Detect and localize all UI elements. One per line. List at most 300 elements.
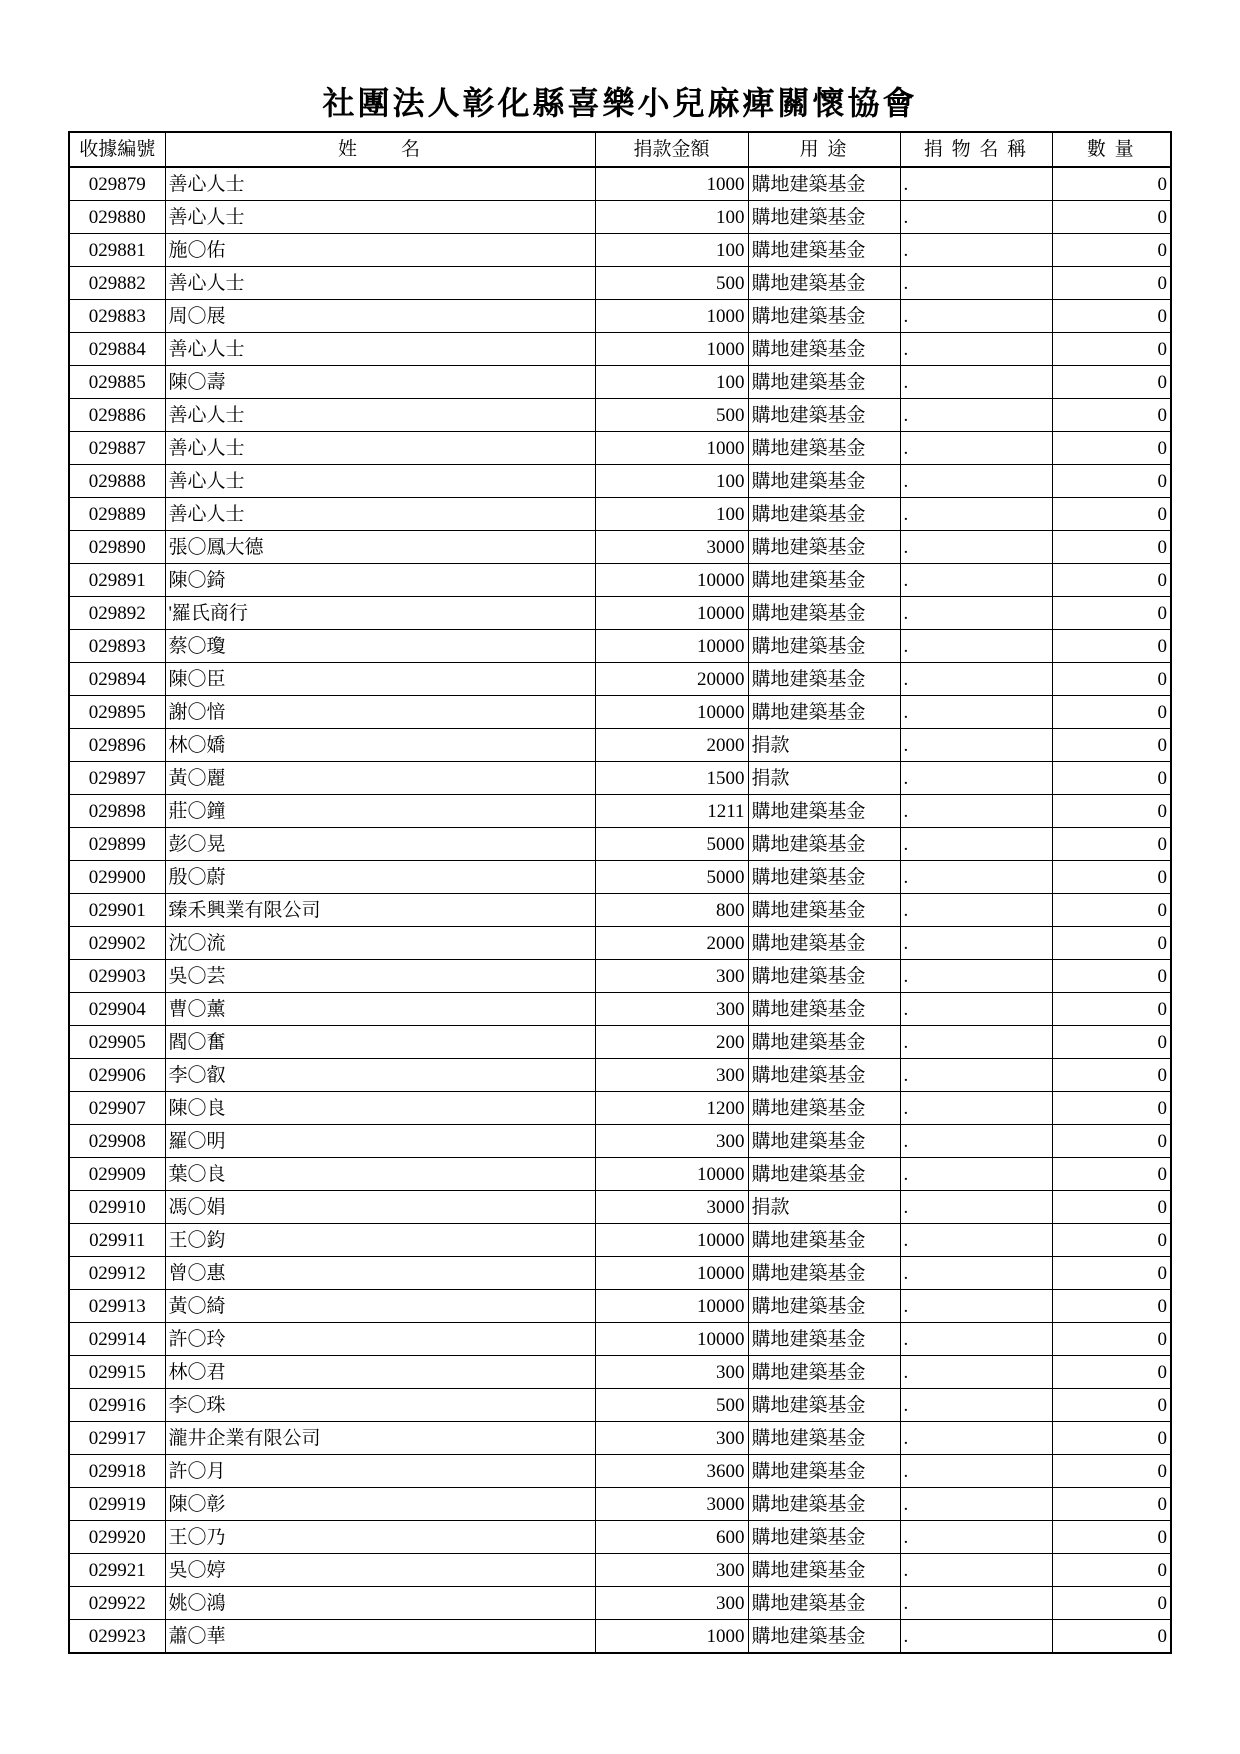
- table-row: [69, 1191, 1171, 1224]
- quantity-cell: 0: [1052, 201, 1171, 234]
- receipt-no-cell: 029885: [69, 366, 165, 399]
- quantity-cell: 0: [1052, 828, 1171, 861]
- item-name-cell: .: [900, 696, 1052, 729]
- quantity-cell: 0: [1052, 597, 1171, 630]
- table-row: [69, 1389, 1171, 1422]
- purpose-cell: 購地建築基金: [748, 1323, 900, 1356]
- table-row: [69, 167, 1171, 201]
- purpose-cell: 購地建築基金: [748, 1158, 900, 1191]
- receipt-no-cell: 029884: [69, 333, 165, 366]
- table-row: [69, 531, 1171, 564]
- donation-table: [68, 131, 1172, 1654]
- amount-cell: 2000: [595, 927, 748, 960]
- receipt-no-cell: 029883: [69, 300, 165, 333]
- quantity-cell: 0: [1052, 1323, 1171, 1356]
- table-row: [69, 828, 1171, 861]
- quantity-cell: 0: [1052, 1488, 1171, 1521]
- receipt-no-cell: 029896: [69, 729, 165, 762]
- item-name-cell: .: [900, 1257, 1052, 1290]
- receipt-no-cell: 029895: [69, 696, 165, 729]
- donor-name-cell: 許〇月: [165, 1455, 595, 1488]
- purpose-cell: 購地建築基金: [748, 1092, 900, 1125]
- table-row: [69, 960, 1171, 993]
- header-name: 姓 名: [165, 132, 595, 167]
- item-name-cell: .: [900, 1356, 1052, 1389]
- table-row: [69, 1422, 1171, 1455]
- table-row: [69, 1026, 1171, 1059]
- quantity-cell: 0: [1052, 729, 1171, 762]
- quantity-cell: 0: [1052, 234, 1171, 267]
- receipt-no-cell: 029898: [69, 795, 165, 828]
- purpose-cell: 購地建築基金: [748, 1587, 900, 1620]
- item-name-cell: .: [900, 300, 1052, 333]
- header-purpose: 用 途: [748, 132, 900, 167]
- quantity-cell: 0: [1052, 696, 1171, 729]
- quantity-cell: 0: [1052, 1125, 1171, 1158]
- quantity-cell: 0: [1052, 1389, 1171, 1422]
- item-name-cell: .: [900, 1059, 1052, 1092]
- purpose-cell: 購地建築基金: [748, 1059, 900, 1092]
- amount-cell: 10000: [595, 1158, 748, 1191]
- amount-cell: 300: [595, 960, 748, 993]
- table-row: [69, 597, 1171, 630]
- purpose-cell: 購地建築基金: [748, 465, 900, 498]
- donor-name-cell: 林〇君: [165, 1356, 595, 1389]
- receipt-no-cell: 029906: [69, 1059, 165, 1092]
- donor-name-cell: 林〇嬌: [165, 729, 595, 762]
- amount-cell: 300: [595, 993, 748, 1026]
- receipt-no-cell: 029902: [69, 927, 165, 960]
- amount-cell: 1200: [595, 1092, 748, 1125]
- receipt-no-cell: 029910: [69, 1191, 165, 1224]
- donor-name-cell: 曹〇薰: [165, 993, 595, 1026]
- quantity-cell: 0: [1052, 762, 1171, 795]
- receipt-no-cell: 029900: [69, 861, 165, 894]
- table-row: [69, 1125, 1171, 1158]
- donor-name-cell: 善心人士: [165, 399, 595, 432]
- table-row: [69, 795, 1171, 828]
- quantity-cell: 0: [1052, 927, 1171, 960]
- quantity-cell: 0: [1052, 564, 1171, 597]
- table-row: [69, 696, 1171, 729]
- donor-name-cell: 李〇叡: [165, 1059, 595, 1092]
- donor-name-cell: 莊〇鐘: [165, 795, 595, 828]
- purpose-cell: 購地建築基金: [748, 1224, 900, 1257]
- quantity-cell: 0: [1052, 861, 1171, 894]
- donor-name-cell: 謝〇愔: [165, 696, 595, 729]
- donor-name-cell: 臻禾興業有限公司: [165, 894, 595, 927]
- receipt-no-cell: 029903: [69, 960, 165, 993]
- amount-cell: 2000: [595, 729, 748, 762]
- quantity-cell: 0: [1052, 1059, 1171, 1092]
- quantity-cell: 0: [1052, 1356, 1171, 1389]
- item-name-cell: .: [900, 498, 1052, 531]
- header-quantity: 數 量: [1052, 132, 1171, 167]
- receipt-no-cell: 029880: [69, 201, 165, 234]
- donor-name-cell: 沈〇流: [165, 927, 595, 960]
- table-row: [69, 630, 1171, 663]
- table-row: [69, 366, 1171, 399]
- donor-name-cell: 葉〇良: [165, 1158, 595, 1191]
- page-title: 社團法人彰化縣喜樂小兒麻痺關懷協會: [322, 84, 918, 122]
- quantity-cell: 0: [1052, 1158, 1171, 1191]
- purpose-cell: 購地建築基金: [748, 696, 900, 729]
- receipt-no-cell: 029913: [69, 1290, 165, 1323]
- header-receipt-no: 收據編號: [69, 132, 165, 167]
- receipt-no-cell: 029891: [69, 564, 165, 597]
- amount-cell: 5000: [595, 828, 748, 861]
- amount-cell: 10000: [595, 1257, 748, 1290]
- donor-name-cell: 善心人士: [165, 201, 595, 234]
- table-row: [69, 498, 1171, 531]
- item-name-cell: .: [900, 729, 1052, 762]
- table-row: [69, 1158, 1171, 1191]
- amount-cell: 10000: [595, 1224, 748, 1257]
- item-name-cell: .: [900, 234, 1052, 267]
- item-name-cell: .: [900, 894, 1052, 927]
- donor-name-cell: 瀧井企業有限公司: [165, 1422, 595, 1455]
- donor-name-cell: 陳〇良: [165, 1092, 595, 1125]
- item-name-cell: .: [900, 1521, 1052, 1554]
- receipt-no-cell: 029889: [69, 498, 165, 531]
- amount-cell: 600: [595, 1521, 748, 1554]
- donor-name-cell: 吳〇婷: [165, 1554, 595, 1587]
- table-row: [69, 465, 1171, 498]
- item-name-cell: .: [900, 564, 1052, 597]
- receipt-no-cell: 029904: [69, 993, 165, 1026]
- donor-name-cell: 姚〇鴻: [165, 1587, 595, 1620]
- table-row: [69, 201, 1171, 234]
- receipt-no-cell: 029914: [69, 1323, 165, 1356]
- amount-cell: 300: [595, 1356, 748, 1389]
- item-name-cell: .: [900, 927, 1052, 960]
- purpose-cell: 購地建築基金: [748, 828, 900, 861]
- quantity-cell: 0: [1052, 399, 1171, 432]
- table-row: [69, 1455, 1171, 1488]
- item-name-cell: .: [900, 1389, 1052, 1422]
- quantity-cell: 0: [1052, 300, 1171, 333]
- item-name-cell: .: [900, 1455, 1052, 1488]
- table-row: [69, 927, 1171, 960]
- amount-cell: 10000: [595, 597, 748, 630]
- item-name-cell: .: [900, 960, 1052, 993]
- donor-name-cell: 王〇乃: [165, 1521, 595, 1554]
- table-row: [69, 564, 1171, 597]
- quantity-cell: 0: [1052, 1620, 1171, 1654]
- purpose-cell: 購地建築基金: [748, 1521, 900, 1554]
- donor-name-cell: 周〇展: [165, 300, 595, 333]
- table-row: [69, 399, 1171, 432]
- purpose-cell: 購地建築基金: [748, 1257, 900, 1290]
- table-row: [69, 1323, 1171, 1356]
- item-name-cell: .: [900, 366, 1052, 399]
- header-item-name: 捐 物 名 稱: [900, 132, 1052, 167]
- purpose-cell: 購地建築基金: [748, 234, 900, 267]
- item-name-cell: .: [900, 795, 1052, 828]
- quantity-cell: 0: [1052, 1257, 1171, 1290]
- amount-cell: 5000: [595, 861, 748, 894]
- table-row: [69, 1092, 1171, 1125]
- quantity-cell: 0: [1052, 267, 1171, 300]
- item-name-cell: .: [900, 1488, 1052, 1521]
- donor-name-cell: 善心人士: [165, 167, 595, 201]
- donor-name-cell: 殷〇蔚: [165, 861, 595, 894]
- amount-cell: 100: [595, 366, 748, 399]
- quantity-cell: 0: [1052, 366, 1171, 399]
- item-name-cell: .: [900, 1554, 1052, 1587]
- purpose-cell: 購地建築基金: [748, 927, 900, 960]
- receipt-no-cell: 029888: [69, 465, 165, 498]
- donor-name-cell: 黃〇麗: [165, 762, 595, 795]
- amount-cell: 20000: [595, 663, 748, 696]
- amount-cell: 1000: [595, 167, 748, 201]
- amount-cell: 200: [595, 1026, 748, 1059]
- amount-cell: 500: [595, 267, 748, 300]
- table-row: [69, 861, 1171, 894]
- donor-name-cell: 彭〇晃: [165, 828, 595, 861]
- table-row: [69, 1521, 1171, 1554]
- amount-cell: 1000: [595, 300, 748, 333]
- amount-cell: 10000: [595, 564, 748, 597]
- item-name-cell: .: [900, 1125, 1052, 1158]
- receipt-no-cell: 029899: [69, 828, 165, 861]
- purpose-cell: 購地建築基金: [748, 960, 900, 993]
- purpose-cell: 購地建築基金: [748, 1554, 900, 1587]
- item-name-cell: .: [900, 333, 1052, 366]
- donor-name-cell: 蔡〇瓊: [165, 630, 595, 663]
- receipt-no-cell: 029911: [69, 1224, 165, 1257]
- purpose-cell: 購地建築基金: [748, 267, 900, 300]
- quantity-cell: 0: [1052, 1191, 1171, 1224]
- purpose-cell: 購地建築基金: [748, 1389, 900, 1422]
- item-name-cell: .: [900, 1224, 1052, 1257]
- item-name-cell: .: [900, 432, 1052, 465]
- purpose-cell: 購地建築基金: [748, 1455, 900, 1488]
- donor-name-cell: 王〇鈞: [165, 1224, 595, 1257]
- receipt-no-cell: 029901: [69, 894, 165, 927]
- item-name-cell: .: [900, 1422, 1052, 1455]
- item-name-cell: .: [900, 597, 1052, 630]
- quantity-cell: 0: [1052, 630, 1171, 663]
- donor-name-cell: 羅〇明: [165, 1125, 595, 1158]
- donor-name-cell: 許〇玲: [165, 1323, 595, 1356]
- purpose-cell: 購地建築基金: [748, 531, 900, 564]
- receipt-no-cell: 029879: [69, 167, 165, 201]
- table-row: [69, 762, 1171, 795]
- quantity-cell: 0: [1052, 1587, 1171, 1620]
- item-name-cell: .: [900, 1323, 1052, 1356]
- table-row: [69, 663, 1171, 696]
- donor-name-cell: 蕭〇華: [165, 1620, 595, 1654]
- amount-cell: 3000: [595, 1488, 748, 1521]
- amount-cell: 100: [595, 234, 748, 267]
- table-row: [69, 1224, 1171, 1257]
- purpose-cell: 購地建築基金: [748, 663, 900, 696]
- quantity-cell: 0: [1052, 531, 1171, 564]
- amount-cell: 300: [595, 1059, 748, 1092]
- item-name-cell: .: [900, 630, 1052, 663]
- receipt-no-cell: 029921: [69, 1554, 165, 1587]
- table-row: [69, 234, 1171, 267]
- donor-name-cell: 黃〇綺: [165, 1290, 595, 1323]
- amount-cell: 10000: [595, 630, 748, 663]
- item-name-cell: .: [900, 1026, 1052, 1059]
- header-amount: 捐款金額: [595, 132, 748, 167]
- receipt-no-cell: 029922: [69, 1587, 165, 1620]
- receipt-no-cell: 029897: [69, 762, 165, 795]
- donor-name-cell: '羅氏商行: [165, 597, 595, 630]
- item-name-cell: .: [900, 861, 1052, 894]
- table-row: [69, 1488, 1171, 1521]
- receipt-no-cell: 029912: [69, 1257, 165, 1290]
- purpose-cell: 捐款: [748, 729, 900, 762]
- receipt-no-cell: 029905: [69, 1026, 165, 1059]
- amount-cell: 300: [595, 1422, 748, 1455]
- table-row: [69, 333, 1171, 366]
- donor-name-cell: 曾〇惠: [165, 1257, 595, 1290]
- amount-cell: 300: [595, 1125, 748, 1158]
- donor-name-cell: 張〇鳳大德: [165, 531, 595, 564]
- quantity-cell: 0: [1052, 333, 1171, 366]
- receipt-no-cell: 029917: [69, 1422, 165, 1455]
- receipt-no-cell: 029918: [69, 1455, 165, 1488]
- purpose-cell: 購地建築基金: [748, 1422, 900, 1455]
- quantity-cell: 0: [1052, 1290, 1171, 1323]
- quantity-cell: 0: [1052, 1455, 1171, 1488]
- quantity-cell: 0: [1052, 1224, 1171, 1257]
- amount-cell: 1000: [595, 1620, 748, 1654]
- item-name-cell: .: [900, 465, 1052, 498]
- purpose-cell: 購地建築基金: [748, 432, 900, 465]
- item-name-cell: .: [900, 201, 1052, 234]
- receipt-no-cell: 029890: [69, 531, 165, 564]
- item-name-cell: .: [900, 1620, 1052, 1654]
- receipt-no-cell: 029892: [69, 597, 165, 630]
- table-row: [69, 1554, 1171, 1587]
- amount-cell: 10000: [595, 696, 748, 729]
- quantity-cell: 0: [1052, 960, 1171, 993]
- purpose-cell: 購地建築基金: [748, 1290, 900, 1323]
- receipt-no-cell: 029915: [69, 1356, 165, 1389]
- item-name-cell: .: [900, 531, 1052, 564]
- amount-cell: 100: [595, 465, 748, 498]
- receipt-no-cell: 029909: [69, 1158, 165, 1191]
- purpose-cell: 捐款: [748, 762, 900, 795]
- amount-cell: 3600: [595, 1455, 748, 1488]
- receipt-no-cell: 029882: [69, 267, 165, 300]
- table-row: [69, 1620, 1171, 1654]
- receipt-no-cell: 029893: [69, 630, 165, 663]
- quantity-cell: 0: [1052, 1092, 1171, 1125]
- donor-name-cell: 吳〇芸: [165, 960, 595, 993]
- amount-cell: 10000: [595, 1323, 748, 1356]
- amount-cell: 10000: [595, 1290, 748, 1323]
- table-row: [69, 1356, 1171, 1389]
- table-row: [69, 300, 1171, 333]
- donor-name-cell: 善心人士: [165, 498, 595, 531]
- receipt-no-cell: 029881: [69, 234, 165, 267]
- receipt-no-cell: 029907: [69, 1092, 165, 1125]
- donor-name-cell: 施〇佑: [165, 234, 595, 267]
- table-header-row: [69, 132, 1171, 167]
- purpose-cell: 購地建築基金: [748, 1026, 900, 1059]
- item-name-cell: .: [900, 663, 1052, 696]
- quantity-cell: 0: [1052, 795, 1171, 828]
- amount-cell: 100: [595, 201, 748, 234]
- donor-name-cell: 陳〇彰: [165, 1488, 595, 1521]
- donor-name-cell: 陳〇臣: [165, 663, 595, 696]
- amount-cell: 1500: [595, 762, 748, 795]
- purpose-cell: 購地建築基金: [748, 498, 900, 531]
- amount-cell: 300: [595, 1554, 748, 1587]
- purpose-cell: 購地建築基金: [748, 333, 900, 366]
- donor-name-cell: 李〇珠: [165, 1389, 595, 1422]
- receipt-no-cell: 029908: [69, 1125, 165, 1158]
- item-name-cell: .: [900, 399, 1052, 432]
- purpose-cell: 購地建築基金: [748, 861, 900, 894]
- receipt-no-cell: 029923: [69, 1620, 165, 1654]
- amount-cell: 1000: [595, 333, 748, 366]
- table-row: [69, 1257, 1171, 1290]
- purpose-cell: 購地建築基金: [748, 399, 900, 432]
- quantity-cell: 0: [1052, 663, 1171, 696]
- item-name-cell: .: [900, 1290, 1052, 1323]
- item-name-cell: .: [900, 267, 1052, 300]
- donor-name-cell: 陳〇壽: [165, 366, 595, 399]
- purpose-cell: 購地建築基金: [748, 795, 900, 828]
- item-name-cell: .: [900, 1092, 1052, 1125]
- donor-name-cell: 陳〇錡: [165, 564, 595, 597]
- amount-cell: 500: [595, 1389, 748, 1422]
- donor-name-cell: 善心人士: [165, 333, 595, 366]
- purpose-cell: 購地建築基金: [748, 167, 900, 201]
- amount-cell: 800: [595, 894, 748, 927]
- amount-cell: 3000: [595, 531, 748, 564]
- purpose-cell: 購地建築基金: [748, 1125, 900, 1158]
- receipt-no-cell: 029886: [69, 399, 165, 432]
- purpose-cell: 購地建築基金: [748, 1356, 900, 1389]
- purpose-cell: 購地建築基金: [748, 597, 900, 630]
- item-name-cell: .: [900, 1587, 1052, 1620]
- amount-cell: 1000: [595, 432, 748, 465]
- table-row: [69, 1587, 1171, 1620]
- donor-name-cell: 善心人士: [165, 432, 595, 465]
- quantity-cell: 0: [1052, 894, 1171, 927]
- receipt-no-cell: 029919: [69, 1488, 165, 1521]
- quantity-cell: 0: [1052, 432, 1171, 465]
- quantity-cell: 0: [1052, 993, 1171, 1026]
- purpose-cell: 購地建築基金: [748, 564, 900, 597]
- receipt-no-cell: 029887: [69, 432, 165, 465]
- donor-name-cell: 閻〇奮: [165, 1026, 595, 1059]
- table-row: [69, 729, 1171, 762]
- item-name-cell: .: [900, 762, 1052, 795]
- item-name-cell: .: [900, 993, 1052, 1026]
- table-row: [69, 1059, 1171, 1092]
- quantity-cell: 0: [1052, 1026, 1171, 1059]
- receipt-no-cell: 029920: [69, 1521, 165, 1554]
- item-name-cell: .: [900, 167, 1052, 201]
- purpose-cell: 購地建築基金: [748, 366, 900, 399]
- receipt-no-cell: 029916: [69, 1389, 165, 1422]
- table-row: [69, 894, 1171, 927]
- purpose-cell: 購地建築基金: [748, 894, 900, 927]
- quantity-cell: 0: [1052, 1422, 1171, 1455]
- quantity-cell: 0: [1052, 1554, 1171, 1587]
- amount-cell: 1211: [595, 795, 748, 828]
- receipt-no-cell: 029894: [69, 663, 165, 696]
- amount-cell: 3000: [595, 1191, 748, 1224]
